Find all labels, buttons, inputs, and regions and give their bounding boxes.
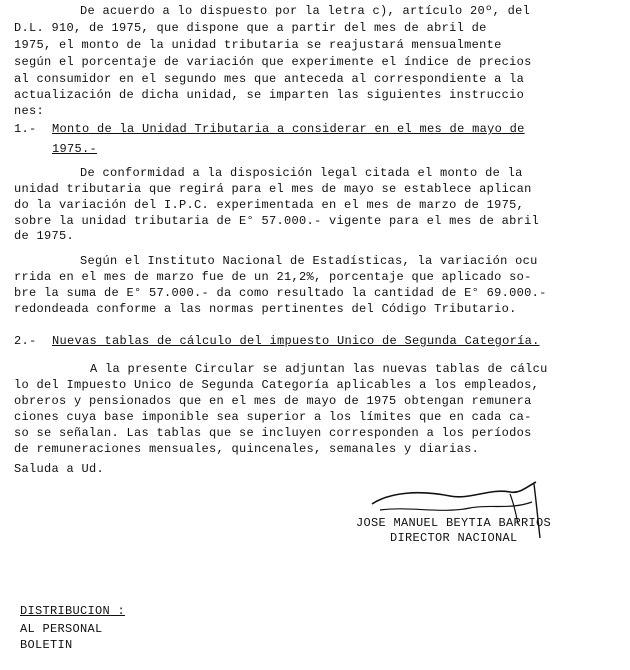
intro-line: 1975, el monto de la unidad tributaria se reajustará mensualmente — [14, 38, 502, 52]
intro-line: según el porcentaje de variación que experimente el índice de precios — [14, 55, 532, 69]
section-1-para-line: do la variación del I.P.C. experimentada en el mes de marzo de 1975, — [14, 198, 525, 212]
section-1-para2-line: Según el Instituto Nacional de Estadísticas, la variación ocu — [80, 254, 538, 268]
intro-line: al consumidor en el segundo mes que anteceda al correspondiente a la — [14, 72, 525, 86]
section-2-para-line: ciones cuya base imponible sea superior a los límites que en cada ca- — [14, 410, 532, 424]
section-1-para2-line: bre la suma de E° 57.000.- da como resultado la cantidad de E° 69.000.- — [14, 286, 547, 300]
section-1-para-line: sobre la unidad tributaria de E° 57.000.- vigente para el mes de abril — [14, 214, 540, 228]
closing-salutation: Saluda a Ud. — [14, 462, 105, 476]
section-2-heading: Nuevas tablas de cálculo del impuesto Unico de Segunda Categoría. — [52, 334, 540, 348]
distribution-item: BOLETIN — [20, 638, 73, 652]
section-1-heading: Monto de la Unidad Tributaria a considerar en el mes de mayo de — [52, 122, 525, 136]
distribution-item: AL PERSONAL — [20, 622, 103, 636]
section-1-para2-line: redondeada conforme a las normas pertinentes del Código Tributario. — [14, 302, 517, 316]
section-1-number: 1.- — [14, 122, 37, 136]
intro-line: nes: — [14, 104, 45, 118]
section-2-para-line: so se señalan. Las tablas que se incluyen corresponden a los períodos — [14, 426, 532, 440]
section-1-heading-cont: 1975.- — [52, 142, 98, 156]
intro-line: actualización de dicha unidad, se imparten las siguientes instruccio — [14, 88, 525, 102]
section-2-para-line: obreros y pensionados que en el mes de mayo de 1975 obtengan remunera — [14, 394, 532, 408]
distribution-label: DISTRIBUCION : — [20, 604, 126, 618]
section-1-para-line: de 1975. — [14, 229, 75, 243]
intro-line: D.L. 910, de 1975, que dispone que a partir del mes de abril de — [14, 21, 487, 35]
section-1-para-line: unidad tributaria que regirá para el mes de mayo se establece aplican — [14, 182, 532, 196]
signer-name: JOSE MANUEL BEYTIA BARRIOS — [356, 516, 552, 530]
section-2-number: 2.- — [14, 334, 37, 348]
section-1-para2-line: rrida en el mes de marzo fue de un 21,2%, porcentaje que aplicado so- — [14, 270, 532, 284]
signer-title: DIRECTOR NACIONAL — [390, 531, 518, 545]
intro-line: De acuerdo a lo dispuesto por la letra c), artículo 20º, del — [80, 4, 531, 18]
section-1-para-line: De conformidad a la disposición legal citada el monto de la — [80, 166, 523, 180]
section-2-para-line: de remuneraciones mensuales, quincenales, semanales y diarias. — [14, 442, 480, 456]
section-2-para-line: lo del Impuesto Unico de Segunda Categoría aplicables a los empleados, — [14, 378, 540, 392]
section-2-para-line: A la presente Circular se adjuntan las nuevas tablas de cálcu — [90, 362, 548, 376]
